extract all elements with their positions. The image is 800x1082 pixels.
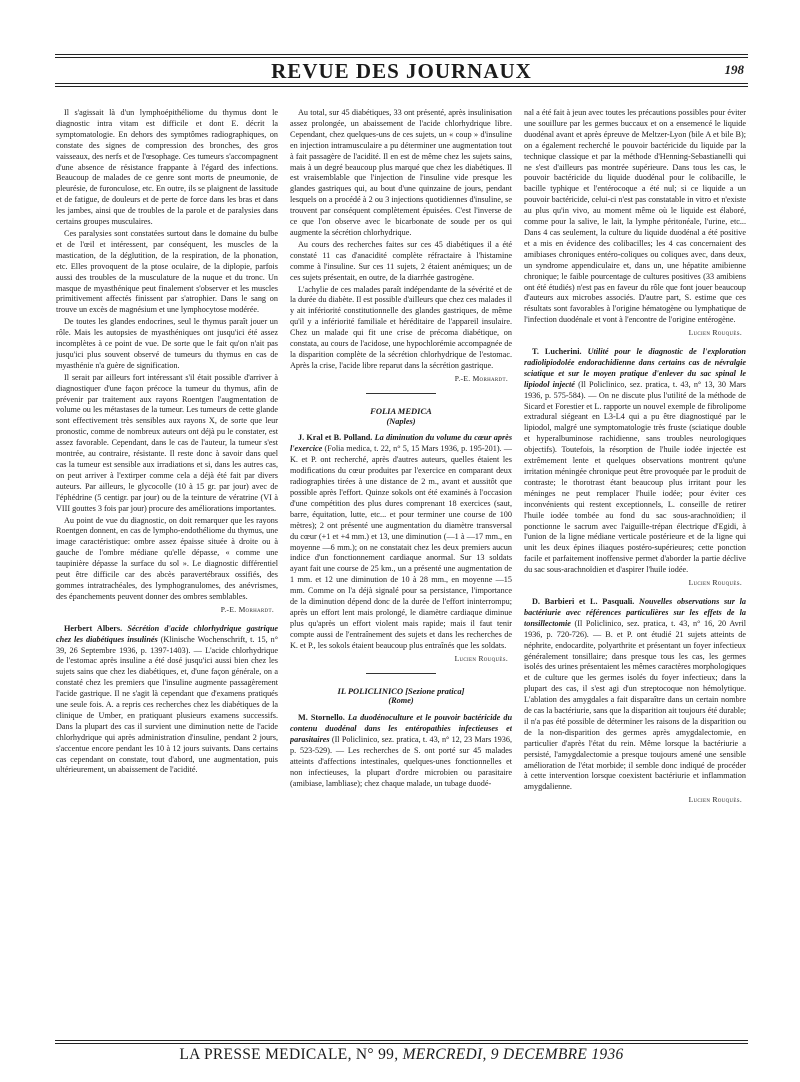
article-author: J. Kral et B. Polland. bbox=[298, 433, 373, 443]
journal-city: (Rome) bbox=[388, 696, 414, 706]
footer-date: MERCREDI, 9 DECEMBRE 1936 bbox=[402, 1046, 624, 1063]
paragraph: Au total, sur 45 diabétiques, 33 ont présenté, après insulinisation assez prolongée, un abaissement de l'acide chlorhydrique libre. Cependant, chez quelques-uns de ces sujets, un « coup » d'insuline en injection intramusculaire a pu déterminer une augmentation tout à fait passagère de l'acidité. Il en est de même chez les sujets sains, mais à un degré beaucoup plus marqué que chez les diabétiques. Il est vraisemblable que l'injection de l'insuline vide presque les glandes gastriques qui, au bout d'une quinzaine de jours, pendant lesquels on a procédé à 2 ou 3 injections quotidiennes d'insuline, se trouvent par conséquent complètement épuisées. C'est l'inverse de ce que l'on observe avec le bicarbonate de soude per os qui augmente la sécrétion chlorhydrique. bbox=[290, 108, 512, 237]
article-reference: (Il Policlinico, sez. pratica, t. 43, n° 13, 30 Mars 1936, p. 575-584). bbox=[524, 379, 746, 400]
article-entry bbox=[56, 624, 278, 777]
signature: Lucien Rouquès. bbox=[688, 795, 742, 805]
signature: Lucien Rouquès. bbox=[454, 653, 508, 663]
article-body: — Les recherches de S. ont porté sur 45 malades atteints d'affections intestinales, quelques-unes fonctionnelles et non infectieuses, la plupart d'ordre microbien ou parasitaire (amibiase, lambliase); chez chaque malade, un tubage duodé- bbox=[290, 746, 512, 788]
page-header bbox=[55, 48, 748, 94]
article-reference: (Il Policlinico, sez. pratica, t. 43, n° 12, 23 Mars 1936, p. 523-529). bbox=[290, 735, 512, 756]
article-title: Nouvelles observations sur la bactériurie avec références particulières sur les effets de la tonsillectomie bbox=[524, 596, 746, 628]
paragraph: Il serait par ailleurs fort intéressant s'il était possible d'arriver à diagnostiquer d'une façon précoce la tumeur du thymus, afin de prévenir par traitement aux rayons Roentgen l'augmentation de volume ou les métastases de la tumeur. Les tumeurs de cette glande sont effectivement très sensibles aux rayons X, de sorte que leur pronostic, comme de nombreux auteurs ont déjà pu le constater, est assez favorable. Cependant, dans le cas de l'auteur, la tumeur s'est montrée, au contraire, résistante. Il reste donc à savoir dans quel cas la tumeur est sensible aux irradiations et si, dans les autres cas, on peut arriver à l'extirper comme cela a déjà été fait par divers auteurs. Par ailleurs, le glycocolle (10 à 15 gr. par jour) avec de l'éphédrine (5 centigr. par jour) ou de la teinture de vératrine (VI à VIII gouttes 3 fois par jour) procure des améliorations importantes. bbox=[56, 372, 278, 513]
signature: Lucien Rouquès. bbox=[688, 328, 742, 338]
article-body: — On ne discute plus l'utilité de la méthode de Sicard et Forestier et L. rapporte un nouvel exemple de fibrolipome extradural siégeant en L3-L4 qui a pu être diagnostiqué par le lipiodol, malgré une symptomatologie très fruste (sciatique double et hyperalbuminose rachidienne, sans troubles neurologiques objectifs). Toutefois, la résorption de l'huile iodée injectée est extrêmement lente et quelques observations montrent qu'une irritation méningée chronique peut être provoquée par le produit de contraste; le thorotrast étant beaucoup plus irritant pour les méninges ne peut remplacer l'huile iodée; pour éviter ces inconvénients qui restent exceptionnels, L. conseille de retirer l'huile iodée tombée au fond du sac sous-arachnoïdien; il ponctionne le sacrum avec l'aiguille-trépan électrique d'Egidi, à l'union de la ligne médiane verticale postérieure et de la ligne qui unit les deux épines iliaques postéro-supérieures; cette ponction facile et parfaitement inoffensive permet d'aborder la partie déclive du sac sous-arachnoïdien et d'aspirer l'huile iodée. bbox=[524, 390, 746, 575]
header-rule-top bbox=[55, 54, 748, 55]
journal-name: IL POLICLINICO [Sezione pratica] bbox=[337, 685, 465, 696]
article-entry bbox=[290, 713, 512, 789]
article-author: T. Lucherini. bbox=[532, 347, 582, 357]
article-body: — L'acide chlorhydrique de l'estomac après insuline a été dosé jusqu'ici aussi bien chez les sujets sains que chez les diabétiques, et, d'une façon générale, on a constaté chez les premiers que l'insuline augmente passagèrement l'acide gastrique. Il ne s'agit là cependant que d'examens pratiqués une seule fois. A. a repris ces recherches chez les diabétiques de la clinique de Umber, en pratiquant plusieurs examens successifs. Dans la plupart des cas il survient une diminution nette de l'acide chlorhydrique qui après administration d'insuline, pendant 2 jours, s'accentue encore pendant les 10 à 12 jours suivants. Dans certains cas cependant on constate, tout d'abord, une augmentation, puis ultérieurement, un abaissement de l'acidité. bbox=[56, 645, 278, 775]
article-author: M. Stornello. bbox=[298, 713, 345, 723]
paragraph: nal a été fait à jeun avec toutes les précautions possibles pour éviter une souillure par les germes buccaux et on a ensemencé le liquide duodénal avant et après épreuve de Meltzer-Lyon (bile A et bile B); on a également recherché le pouvoir bactéricide du liquide par la technique classique et par la méthode d'Henning-Sebastianelli qui ne s'est d'ailleurs pas montrée supérieure. Dans tous les cas, le pouvoir bactéricide du liquide duodénal pour le colibacille, le bacille typhique et l'entérocoque a été nul; si ce liquide a un pouvoir bactéricide, celui-ci n'est pas constatable in vitro et n'existe au plus qu'in vivo, au moment même où le liquide est élaboré, comme pour la salive, le lait, la lymphe péritonéale, l'urine, etc... Dans 4 cas seulement, la culture du liquide duodénal a été positive et a mis en évidence des colibacilles; les 4 cas concernaient des amibiases chroniques entéro-coliques ou coliques avec, dans deux, un syndrome appendiculaire et, dans un, une hépatite amibienne chronique; le faible pourcentage de cultures positives (33 amibiens ont été étudiés) n'est pas en faveur du rôle que font jouer beaucoup d'auteurs aux microbes associés. D'autre part, S. estime que ces résultats sont favorables à l'origine hématogène ou lymphatique de l'infection duodénale et vont à l'encontre de l'origine entérogène. bbox=[524, 108, 746, 325]
journal-name: FOLIA MEDICA bbox=[370, 405, 432, 416]
article-entry bbox=[524, 597, 746, 793]
signature: P.-E. Morhardt. bbox=[454, 373, 508, 383]
column-1 bbox=[56, 108, 278, 1033]
article-author: D. Barbieri et L. Pasquali. bbox=[532, 596, 635, 606]
column-3 bbox=[524, 108, 746, 1033]
header-rule-bottom bbox=[55, 83, 748, 84]
paragraph: Ces paralysies sont constatées surtout dans le domaine du bulbe et de l'œil et intéressent, par conséquent, les muscles de la mastication, de la déglutition, de la respiration, de la phonation, etc. Elles provoquent de la ptose oculaire, de la diplopie, parfois aussi des troubles de la musculature de la nuque et du tronc. Un masque de myasthénique peut finalement s'observer et les muscles primitivement affectés finissent par s'atrophier. Dans le sang on trouve un excès de magnésium et une lymphocytose modérée. bbox=[56, 228, 278, 315]
header-rule-top-2 bbox=[55, 57, 748, 58]
signature: Lucien Rouquès. bbox=[688, 578, 742, 588]
page-number: 198 bbox=[719, 62, 745, 78]
article-author: Herbert Albers. bbox=[64, 623, 123, 633]
article-title: Sécrétion d'acide chlorhydrique gastrique chez les diabétiques insulinés bbox=[56, 623, 278, 644]
footer-rule-2 bbox=[55, 1043, 748, 1044]
article-entry bbox=[290, 433, 512, 651]
header-rule-bottom-2 bbox=[55, 86, 748, 87]
footer-journal: LA PRESSE MEDICALE, N° 99, bbox=[179, 1046, 399, 1063]
article-reference: (Folia medica, t. 22, n° 5, 15 Mars 1936, p. 195-201). bbox=[324, 444, 502, 454]
column-2 bbox=[290, 108, 512, 1033]
section-divider bbox=[366, 673, 436, 674]
article-entry bbox=[524, 347, 746, 576]
page-footer bbox=[55, 1046, 748, 1064]
article-body: — B. et P. ont étudié 21 sujets atteints de néphrite, endocardite, polyarthrite et présentant un foyer infectieux généralement tonsillaire; dans presque tous les cas, les germes isolés des urines présentaient les mêmes caractères morphologiques et de culture que les germes isolés du foyer infectieux; dans la plupart des cas, il s'est agi d'un streptocoque non hémolytique. L'ablation des amygdales a fait disparaître dans un certain nombre de cas la bactériurie, sans que la disparition ait toujours été durable; il n'a pas été possible de déterminer les raisons de la disparition ou de la non-disparition des germes après amygdalectomie, en particulier d'après l'état du rein. Même lorsque la bactériurie a persisté, l'amygdalectomie a presque toujours amené une sensible amélioration de l'état morbide; il semble donc indiqué de procéder à cette intervention lorsque coexistent bactériurie et inflammation amygdalienne. bbox=[524, 629, 746, 792]
paragraph: L'achylie de ces malades paraît indépendante de la sévérité et de la durée du diabète. Il est possible d'ailleurs que chez ces malades il y ait infériorité constitutionnelle des glandes gastriques, de même qu'il y a infériorité familiale et héréditaire de l'appareil insulaire. Chez un malade qui fit une crise de précoma diabétique, on constata, au cours de l'acidose, une hypochlorémie accompagnée de la disparition complète de la sécrétion chlorhydrique de l'estomac. Après la crise, l'acide libre reparut dans la sécrétion gastrique. bbox=[290, 284, 512, 370]
article-reference: (Il Policlinico, sez. pratica, t. 43, n° 16, 20 Avril 1936, p. 720-726). bbox=[524, 618, 746, 639]
article-title: La duodénoculture et le pouvoir bactéricide du contenu duodénal dans les entéropathies infectieuses et parasitaires bbox=[290, 713, 512, 745]
article-title: Utilité pour le diagnostic de l'exploration radiolipiodolée endorachidienne dans certains cas de névralgie sciatique et sur le moyen pratique d'enlever du sac spinal le lipiodol injecté bbox=[524, 347, 746, 389]
journal-city: (Naples) bbox=[386, 416, 416, 426]
section-divider bbox=[366, 393, 436, 394]
article-body: — K. et P. ont recherché, après d'autres auteurs, quelles étaient les modifications du cœur produites par l'exercice en comparant deux radiographies tirées à une distance de 2 m., avant et aussitôt que possible après l'effort. Quinze sokols ont été examinés à l'occasion d'une compétition des plus dures comprenant 18 exercices (saut, barre, équitation, lutte, etc... et pour terminer une course de 100 mètres); 2 ont présenté une augmentation du diamètre transversal du cœur (+1 et +4 mm.) et 13, une diminution (—1 à —17 mm., en moyenne —6 mm.); on ne constatait chez les deux premiers aucun indice d'un fonctionnement cardiaque anormal. Sur 13 soldats ayant fait une course de 25 km., un a présenté une augmentation de 1 mm. et 12 une diminution de 10 à 28 mm., en moyenne —15 mm. Comme on l'a déjà signalé pour sa persistance, l'importance de la diminution dépend donc de la durée de l'effort ininterrompu; après un effort lent mais prolongé, le diamètre cardiaque diminue plus qu'après un effort violent mais rapide; mais il faut tenir compte aussi de l'entraînement des sujets et dans les recherches de K. et P., les sokols étaient beaucoup plus entraînés que les soldats. bbox=[290, 444, 512, 650]
paragraph: Au cours des recherches faites sur ces 45 diabétiques il a été constaté 11 cas d'anacidité complète réfractaire à l'histamine comme à l'insuline. Sur ces 11 sujets, 2 étaient anémiques; un de ces sujets présentait, en outre, de la diarrhée gastrogène. bbox=[290, 239, 512, 282]
article-title: La diminution du volume du cœur après l'exercice bbox=[290, 433, 512, 454]
signature: P.-E. Morhardt. bbox=[220, 604, 274, 614]
article-columns bbox=[56, 108, 746, 1033]
footer-rule bbox=[55, 1040, 748, 1041]
paragraph: Il s'agissait là d'un lymphoépithéliome du thymus dont le diagnostic intra vitam est difficile et dont E. décrit la symptomatologie. En dehors des symptômes radiographiques, on constate des signes de compression des bronches, des gros vaisseaux, des nerfs et de l'œsophage. Ces tumeurs s'accompagnent d'une absence de résistance frappante à l'égard des infections. Beaucoup de malades de ce genre sont morts de pneumonie, de pleurésie, de furonculose, etc. En outre, ils se plaignent de lassitude et de fatigue, de douleurs et de perte de force dans les bras et dans les jambes, ainsi que de troubles de la parole et de paralysies dans certains groupes musculaires. bbox=[56, 108, 278, 227]
article-reference: (Klinische Wochenschrift, t. 15, n° 39, 26 Septembre 1936, p. 1397-1403). bbox=[56, 634, 278, 655]
paragraph: Au point de vue du diagnostic, on doit remarquer que les rayons Roentgen donnent, en cas de lympho-endothéliome du thymus, une image caractéristique: ombre assez épaisse située à droite ou à gauche de l'ombre médiane qu'elle dépasse, « comme une taupinière dépasse la surface du sol ». Le diagnostic différentiel peut être difficile car des abcès paravertébraux ossifiés, des gommes intratrachéales, des lymphogranulomes, des anévrismes, des épanchements peuvent donner des ombres semblables. bbox=[56, 515, 278, 601]
paragraph: De toutes les glandes endocrines, seul le thymus paraît jouer un rôle. Mais les autopsies de myasthéniques ont jusqu'ici été assez incomplètes à ce point de vue. De sorte que le fait qu'on n'ait pas jusqu'ici plus souvent observé de tumeurs du thymus en cas de myasthénie n'a guère de signification. bbox=[56, 317, 278, 370]
journal-section-title: REVUE DES JOURNAUX bbox=[55, 59, 748, 84]
